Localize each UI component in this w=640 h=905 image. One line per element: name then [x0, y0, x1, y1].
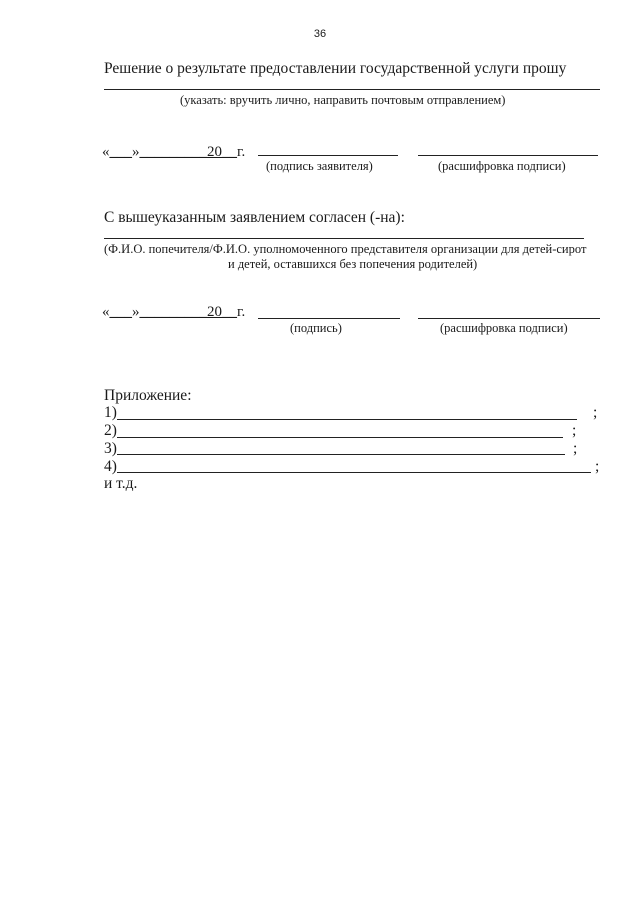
attachment-item-1-num: 1) [104, 404, 117, 421]
date-suffix: г. [237, 144, 246, 160]
date-close-quote: » [132, 144, 140, 160]
attachment-item-1-end: ; [593, 404, 598, 421]
date-year-blank: __ [222, 144, 237, 160]
attachment-item-3-num: 3) [104, 440, 117, 457]
date-suffix: г. [237, 304, 246, 320]
date-day-blank: ___ [109, 304, 132, 320]
signature-label-2: (подпись) [290, 321, 342, 335]
signature-line-1 [258, 155, 398, 156]
page-number: 36 [313, 28, 327, 40]
attachment-item-4-num: 4) [104, 458, 117, 475]
date-month-blank: _________ [139, 304, 207, 320]
date-year: 20 [207, 144, 222, 160]
decision-text: Решение о результате предоставлении государственной услуги прошу [104, 60, 567, 77]
date-day-blank: ___ [109, 144, 132, 160]
consent-hint-line1: (Ф.И.О. попечителя/Ф.И.О. уполномоченного представителя организации для детей-сирот [104, 242, 587, 256]
attachment-item-3-line [117, 454, 565, 455]
signature-label-1: (подпись заявителя) [266, 159, 373, 173]
date-close-quote: » [132, 304, 140, 320]
decode-label-2: (расшифровка подписи) [440, 321, 568, 335]
attachment-item-2-num: 2) [104, 422, 117, 439]
decision-hint: (указать: вручить лично, направить почтовым отправлением) [180, 93, 506, 107]
date-field-1 [102, 144, 245, 161]
attachment-item-4-end: ; [595, 458, 600, 475]
decode-label-1: (расшифровка подписи) [438, 159, 566, 173]
attachment-item-2-end: ; [572, 422, 577, 439]
date-year: 20 [207, 304, 222, 320]
date-month-blank: _________ [139, 144, 207, 160]
decision-line [104, 89, 600, 90]
attachments-title: Приложение: [104, 387, 192, 404]
date-field-2 [102, 304, 245, 321]
date-open-quote: « [102, 144, 110, 160]
date-open-quote: « [102, 304, 110, 320]
attachment-item-3-end: ; [573, 440, 578, 457]
consent-text: С вышеуказанным заявлением согласен (-на): [104, 209, 405, 226]
attachment-item-1-line [117, 419, 577, 420]
signature-line-2 [258, 318, 400, 319]
consent-line [104, 238, 584, 239]
attachment-item-2-line [117, 437, 563, 438]
decode-line-2 [418, 318, 600, 319]
decode-line-1 [418, 155, 598, 156]
consent-hint-line2: и детей, оставшихся без попечения родителей) [228, 257, 478, 271]
attachment-item-4-line [117, 472, 591, 473]
date-year-blank: __ [222, 304, 237, 320]
attachments-etc: и т.д. [104, 475, 138, 492]
